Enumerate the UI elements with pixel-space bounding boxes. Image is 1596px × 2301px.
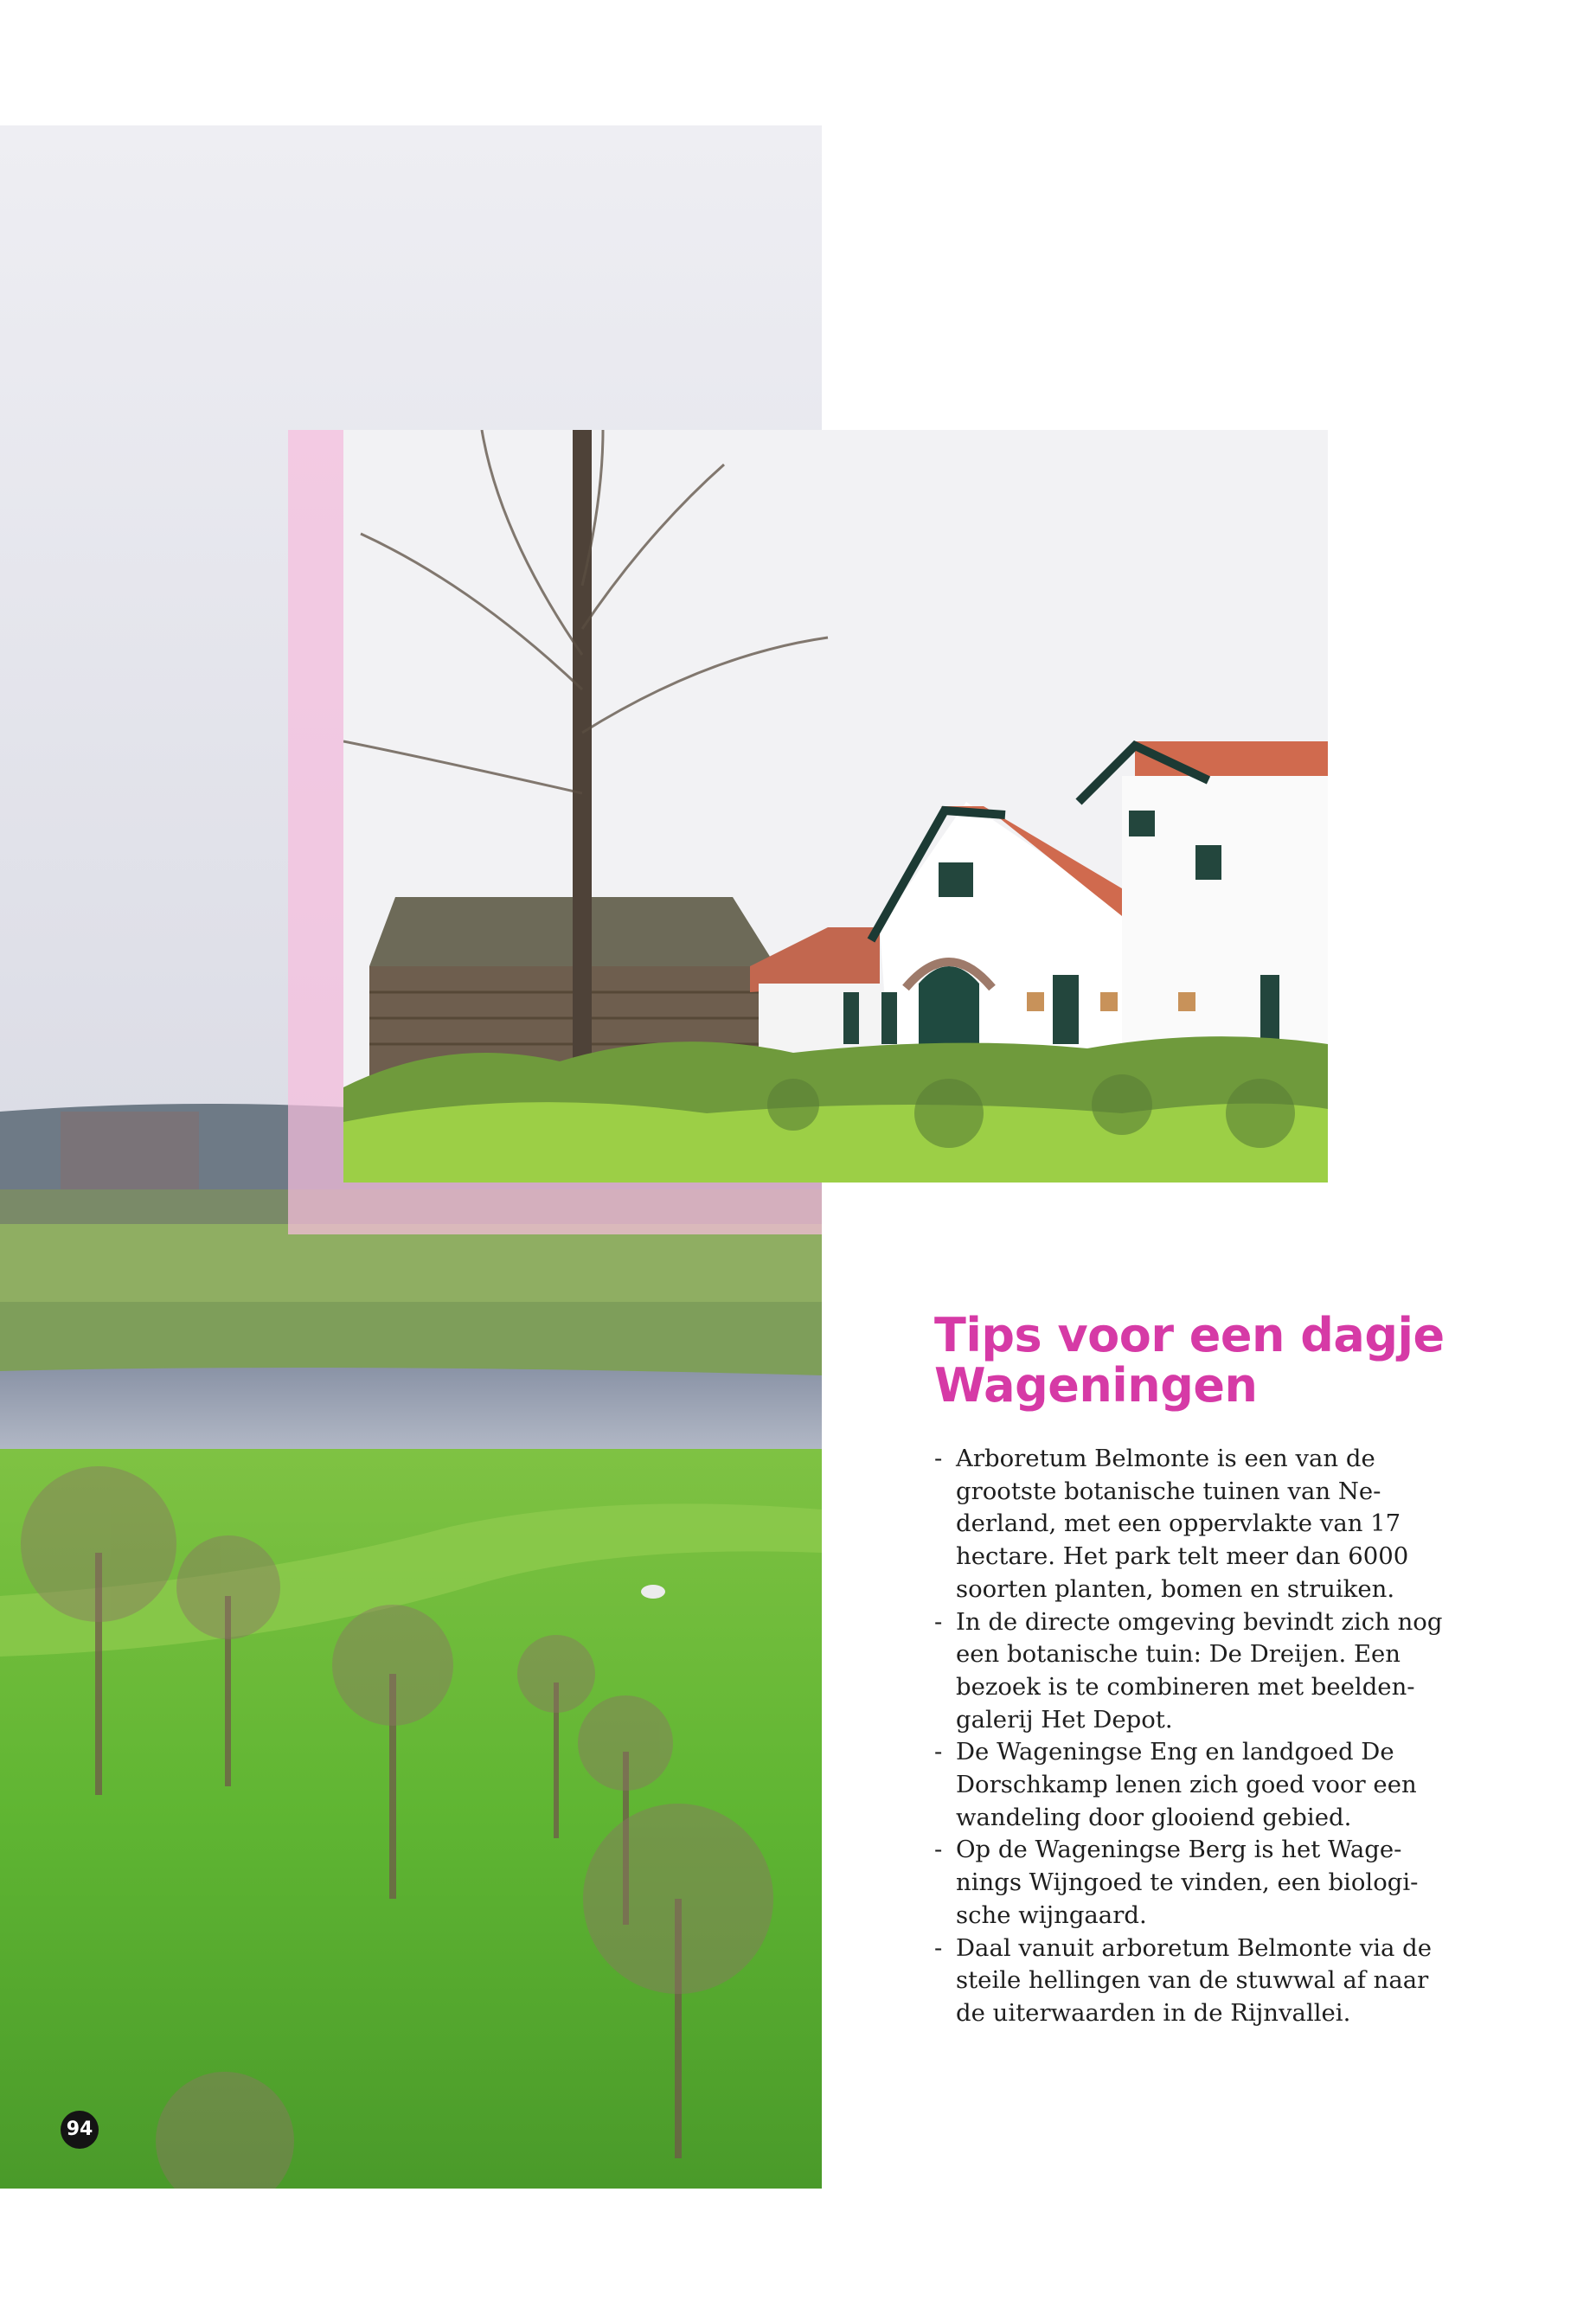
farmhouse-illustration — [343, 430, 1328, 1183]
tips-list — [934, 1443, 1453, 2030]
tip-item: - In de directe omgeving bevindt zich nog een botanische tuin: De Dreijen. Een bezoek is te combineren met beelden-galerij Het Depot. — [934, 1606, 1453, 1737]
article-heading: Tips voor een dagje Wageningen — [934, 1308, 1445, 1413]
tip-item: - Op de Wageningse Berg is het Wage-nings Wijngoed te vinden, een biologi-sche wijngaard. — [934, 1834, 1453, 1932]
tip-item: - Arboretum Belmonte is een van de grootste botanische tuinen van Ne-derland, met een oppervlakte van 17 hectare. Het park telt meer dan 6000 soorten planten, bomen en struiken. — [934, 1443, 1453, 1606]
tip-item: - Daal vanuit arboretum Belmonte via de steile hellingen van de stuwwal af naar de uiterwaarden in de Rijnvallei. — [934, 1932, 1453, 2030]
farmhouse-photo — [343, 430, 1328, 1183]
page-number-badge: 94 — [61, 2111, 99, 2149]
tip-item: - De Wageningse Eng en landgoed De Dorschkamp lenen zich goed voor een wandeling door glooiend gebied. — [934, 1736, 1453, 1834]
